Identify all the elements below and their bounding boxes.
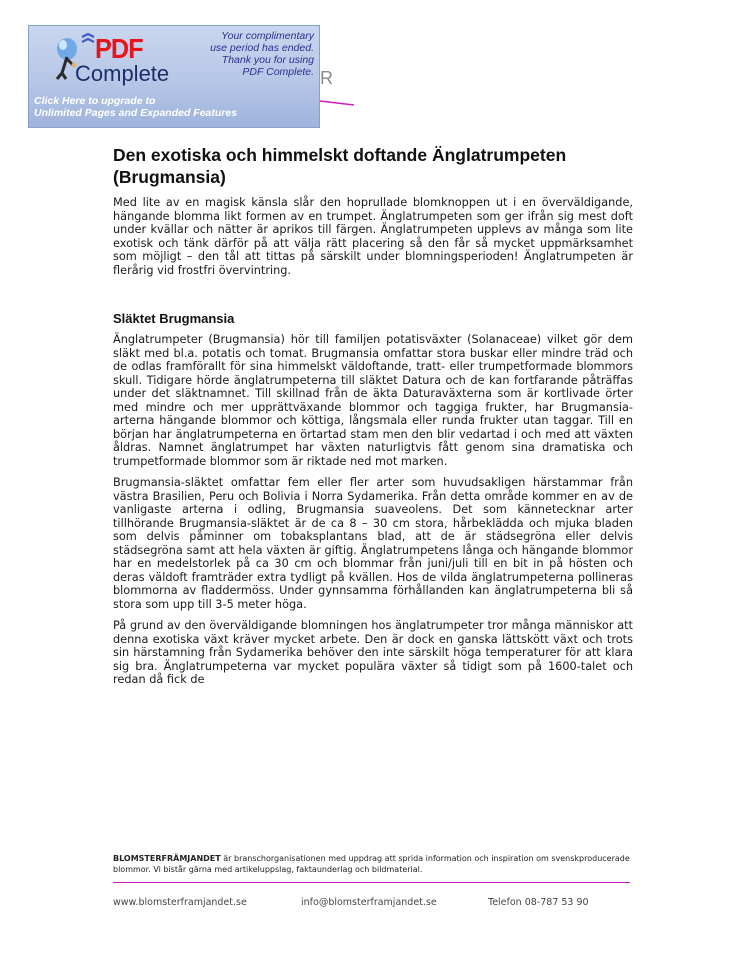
upgrade-link-line[interactable]: Click Here to upgrade to — [34, 95, 156, 107]
footer-organization-note — [113, 853, 633, 875]
note-line: Thank you for using — [221, 54, 314, 66]
complete-brand-text: Complete — [75, 61, 170, 86]
body-paragraph: På grund av den överväldigande blomningen hos änglatrumpeter tror många människor att denna exotiska växt kräver mycket arbete. Den är dock en ganska lättskött växt och trots sin härstamning från Sydamerika behöver den inte särskilt höga temperaturer för att klara sig bra. Änglatrumpeterna var mycket populära växter så tidigt som på 1600-talet och redan då fick de — [113, 619, 633, 686]
note-line: Your complimentary — [221, 30, 314, 42]
header-logo-fragment: R — [320, 68, 333, 88]
pdf-brand-text: PDF — [95, 33, 143, 64]
chevron-icon — [81, 33, 95, 45]
organization-description: är branschorganisationen med uppdrag att sprida information och inspiration om svenskproducerade blommor. Vi bistår gärna med artikeluppslag, faktaunderlag och bildmaterial. — [113, 854, 630, 874]
section-heading: Släktet Brugmansia — [113, 311, 235, 326]
body-paragraph: Änglatrumpeter (Brugmansia) hör till familjen potatisväxter (Solanaceae) vilket gör dem släkt med bl.a. potatis och tomat. Brugmansia omfattar stora buskar eller mindre träd och de odlas framförallt för sina himmelskt väldoftande, tratt- eller trumpetformade blommors skull. Tidigare hörde änglatrumpeterna till släktet Datura och de kan fortfarande påträffas under det släktnamnet. Till skillnad från de äkta Daturaväxterna som är kortlivade örter med mindre och mer upprättväxande blommor och taggiga frukter, har Brugmansia-arterna hängande blommor och köttiga, långsmala eller runda frukter utan taggar. Till en början har änglatrumpeterna en örtartad stam men den blir vedartad i och med att växten åldras. Namnet änglatrumpet har växten naturligtvis fått genom sina dramatiska och trumpetformade blommor som är riktade ned mot marken. — [113, 333, 633, 468]
document-body — [113, 144, 633, 687]
footer-divider — [113, 882, 630, 883]
pdf-complete-banner[interactable] — [28, 25, 320, 128]
pdf-complete-logo — [37, 31, 187, 89]
intro-paragraph: Med lite av en magisk känsla slår den hoprullade blomknoppen ut i en överväldigande, hängande blomma likt formen av en trumpet. Änglatrumpeten som ger ifrån sig mest doft under kvällar och nätter är aprikos till färgen. Änglatrumpeten upplevs av många som lite exotisk och tänk därför på att välja rätt placering så den får så mycket uppmärksamhet som möjligt – den tål att tittas på särskilt under blomningsperioden! Änglatrumpeten är flerårig vid frostfri övervintring. — [113, 196, 633, 277]
organization-name: BLOMSTERFRÄMJANDET — [113, 854, 221, 863]
upgrade-link-line[interactable]: Unlimited Pages and Expanded Features — [34, 107, 238, 119]
website-link[interactable]: www.blomsterframjandet.se — [113, 897, 247, 908]
document-title: Den exotiska och himmelskt doftande Änglatrumpeten (Brugmansia) — [113, 145, 567, 187]
upgrade-link[interactable] — [34, 95, 237, 119]
email-link[interactable]: info@blomsterframjandet.se — [301, 897, 437, 908]
trial-ended-note — [179, 30, 314, 78]
phone-number: Telefon 08-787 53 90 — [488, 897, 589, 908]
body-paragraph: Brugmansia-släktet omfattar fem eller fler arter som huvudsakligen härstammar från västra Brasilien, Peru och Bolivia i Norra Sydamerika. Från detta område kommer en av de vanligaste arterna i odling, Brugmansia suaveolens. Det som kännetecknar arter tillhörande Brugmansia-släktet är de ca 8 – 30 cm stora, hårbeklädda och mjuka bladen som delvis påminner om tobaksplantans blad, att de är städsegröna eller delvis städsegröna samt att hela växten är giftig. Änglatrumpetens långa och hängande blommor har en medelstorlek på ca 30 cm och blommar från juni/juli till en bit in på hösten och deras väldoft framträder extra tydligt på kvällen. Hos de vilda änglatrumpeterna pollineras blommorna av fladdermöss. Under gynnsamma förhållanden kan änglatrumpeterna bli så stora som upp till 3-5 meter höga. — [113, 476, 633, 611]
header-accent-stroke — [320, 100, 354, 106]
note-line: PDF Complete. — [242, 66, 314, 78]
note-line: use period has ended. — [210, 42, 314, 54]
